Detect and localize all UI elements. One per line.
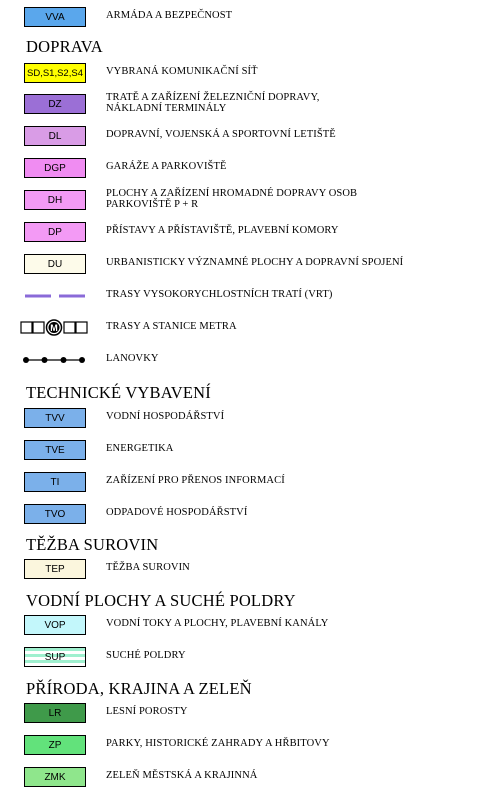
label-tep: TĚŽBA SUROVIN [106, 562, 190, 573]
legend-row-dp [0, 220, 500, 244]
label-dz-line2: NÁKLADNÍ TERMINÁLY [106, 103, 227, 114]
swatch-dp: DP [24, 222, 86, 242]
label-dh-line1: PLOCHY A ZAŘÍZENÍ HROMADNÉ DOPRAVY OSOB [106, 188, 358, 199]
legend-row-vva [0, 5, 500, 29]
legend-row-dz [0, 92, 500, 116]
cable-node-1 [23, 357, 29, 363]
swatch-lr: LR [24, 703, 86, 723]
metro-m-letter: M [50, 322, 58, 333]
heading-doprava: DOPRAVA [26, 37, 103, 56]
label-vop: VODNÍ TOKY A PLOCHY, PLAVEBNÍ KANÁLY [106, 618, 329, 629]
label-tve: ENERGETIKA [106, 443, 174, 454]
swatch-dh: DH [24, 190, 86, 210]
swatch-tvv: TVV [24, 408, 86, 428]
heading-vodni: VODNÍ PLOCHY A SUCHÉ POLDRY [26, 591, 296, 610]
label-zp: PARKY, HISTORICKÉ ZAHRADY A HŘBITOVY [106, 738, 330, 749]
legend-row-sup [0, 645, 500, 669]
label-dz [106, 92, 320, 114]
vrt-dashed-line-symbol [20, 286, 94, 306]
metro-box-2 [33, 322, 44, 333]
legend-row-tvo [0, 502, 500, 526]
legend-row-tve [0, 438, 500, 462]
heading-priroda: PŘÍRODA, KRAJINA A ZELEŇ [26, 679, 252, 698]
swatch-dl: DL [24, 126, 86, 146]
legend-row-metro [0, 316, 500, 340]
metro-box-3 [64, 322, 75, 333]
swatch-dz: DZ [24, 94, 86, 114]
swatch-sd: SD,S1,S2,S4 [24, 63, 86, 83]
swatch-tvo: TVO [24, 504, 86, 524]
legend-row-zmk [0, 765, 500, 789]
metro-box-4 [76, 322, 87, 333]
swatch-tep: TEP [24, 559, 86, 579]
swatch-dgp: DGP [24, 158, 86, 178]
label-dh-line2: PARKOVIŠTĚ P + R [106, 199, 199, 210]
legend-row-vrt [0, 284, 500, 308]
label-zmk: ZELEŇ MĚSTSKÁ A KRAJINNÁ [106, 770, 258, 781]
swatch-tve: TVE [24, 440, 86, 460]
label-lr: LESNÍ POROSTY [106, 706, 188, 717]
legend-row-zp [0, 733, 500, 757]
label-sd: VYBRANÁ KOMUNIKAČNÍ SÍŤ [106, 66, 258, 77]
label-vrt: TRASY VYSOKORYCHLOSTNÍCH TRATÍ (VRT) [106, 289, 333, 300]
label-dgp: GARÁŽE A PARKOVIŠTĚ [106, 161, 227, 172]
legend-row-lr [0, 701, 500, 725]
label-dp: PŘÍSTAVY A PŘÍSTAVIŠTĚ, PLAVEBNÍ KOMORY [106, 225, 339, 236]
label-sup: SUCHÉ POLDRY [106, 650, 186, 661]
legend-row-sd [0, 61, 500, 85]
label-tvv: VODNÍ HOSPODÁŘSTVÍ [106, 411, 225, 422]
swatch-zmk: ZMK [24, 767, 86, 787]
cable-node-3 [61, 357, 67, 363]
cable-node-2 [42, 357, 48, 363]
heading-technicke: TECHNICKÉ VYBAVENÍ [26, 383, 211, 402]
metro-box-1 [21, 322, 32, 333]
label-dl: DOPRAVNÍ, VOJENSKÁ A SPORTOVNÍ LETIŠTĚ [106, 129, 336, 140]
label-vva: ARMÁDA A BEZPEČNOST [106, 10, 233, 21]
legend-row-vop [0, 613, 500, 637]
legend-row-tep [0, 557, 500, 581]
legend-row-du [0, 252, 500, 276]
swatch-ti: TI [24, 472, 86, 492]
legend-row-dh [0, 188, 500, 212]
legend-row-ti [0, 470, 500, 494]
legend-row-tvv [0, 406, 500, 430]
swatch-vva: VVA [24, 7, 86, 27]
swatch-vop: VOP [24, 615, 86, 635]
swatch-du: DU [24, 254, 86, 274]
label-metro: TRASY A STANICE METRA [106, 321, 237, 332]
metro-station-symbol [20, 318, 94, 338]
swatch-zp: ZP [24, 735, 86, 755]
legend-row-dl [0, 124, 500, 148]
legend-row-dgp [0, 156, 500, 180]
label-dh [106, 188, 357, 210]
swatch-sup: SUP [24, 647, 86, 667]
cable-car-symbol [20, 350, 94, 370]
label-ti: ZAŘÍZENÍ PRO PŘENOS INFORMACÍ [106, 475, 285, 486]
cable-node-4 [79, 357, 85, 363]
label-lanovky: LANOVKY [106, 353, 159, 364]
label-dz-line1: TRATĚ A ZAŘÍZENÍ ŽELEZNIČNÍ DOPRAVY, [106, 92, 320, 103]
label-tvo: ODPADOVÉ HOSPODÁŘSTVÍ [106, 507, 248, 518]
label-du: URBANISTICKY VÝZNAMNÉ PLOCHY A DOPRAVNÍ SPOJENÍ [106, 257, 404, 268]
legend-row-lanovky [0, 348, 500, 372]
heading-tezba: TĚŽBA SUROVIN [26, 535, 159, 554]
